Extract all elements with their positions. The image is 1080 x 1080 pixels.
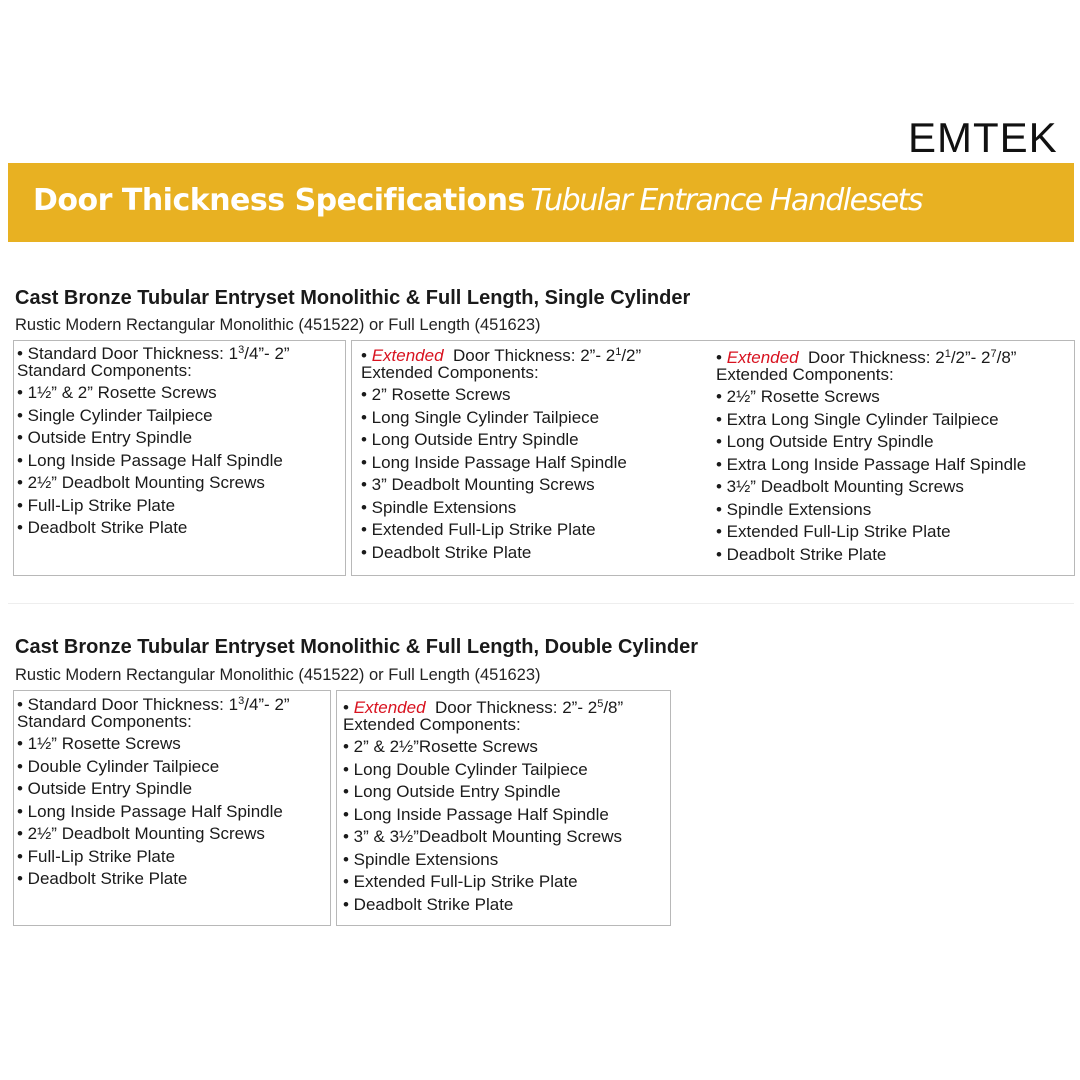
- standard-spec-column: [17, 696, 290, 891]
- list-item: • Single Cylinder Tailpiece: [17, 405, 213, 425]
- list-item: • 2½” Rosette Screws: [716, 387, 880, 406]
- list-item: • Long Outside Entry Spindle: [343, 782, 561, 801]
- section-title-single-cylinder: Cast Bronze Tubular Entryset Monolithic & Full Length, Single Cylinder: [15, 287, 691, 309]
- list-item: • Deadbolt Strike Plate: [716, 544, 887, 564]
- list-item: • Deadbolt Strike Plate: [17, 869, 188, 888]
- thickness-fraction-rest: /2”- 2: [950, 348, 991, 367]
- list-item: • Long Inside Passage Half Spindle: [17, 801, 283, 821]
- list-item: • Deadbolt Strike Plate: [17, 518, 188, 537]
- standard-thickness: [17, 696, 290, 713]
- divider: [8, 603, 1074, 604]
- components-label: Standard Components:: [17, 361, 192, 380]
- list-item: • 2½” Deadbolt Mounting Screws: [17, 473, 265, 492]
- list-item: • 3” & 3½”Deadbolt Mounting Screws: [343, 827, 623, 846]
- list-item: • Extended Full-Lip Strike Plate: [361, 520, 596, 539]
- extended-label: Extended: [726, 348, 799, 367]
- list-item: • Long Inside Passage Half Spindle: [17, 450, 283, 470]
- list-item: • Long Inside Passage Half Spindle: [361, 452, 627, 472]
- bullet: •: [716, 348, 722, 367]
- list-item: • Extended Full-Lip Strike Plate: [716, 522, 951, 541]
- thickness-label: • Standard Door Thickness: 1: [17, 344, 239, 363]
- extended-thickness: [716, 349, 1026, 366]
- bullet: •: [343, 698, 349, 717]
- list-item: • Full-Lip Strike Plate: [17, 495, 176, 515]
- list-item: • Outside Entry Spindle: [17, 779, 193, 798]
- list-item: • Long Inside Passage Half Spindle: [343, 804, 609, 824]
- list-item: • Extra Long Inside Passage Half Spindle: [716, 454, 1027, 474]
- list-item: • Extra Long Single Cylinder Tailpiece: [716, 409, 999, 429]
- list-item: • Double Cylinder Tailpiece: [17, 756, 220, 776]
- thickness-fraction-rest: /4”- 2”: [244, 695, 290, 714]
- components-label: Extended Components:: [361, 363, 539, 382]
- list-item: • 3” Deadbolt Mounting Screws: [361, 475, 595, 494]
- section-title-double-cylinder: Cast Bronze Tubular Entryset Monolithic & Full Length, Double Cylinder: [15, 636, 698, 658]
- list-item: • Full-Lip Strike Plate: [17, 846, 176, 866]
- thickness-fraction-rest: /4”- 2”: [244, 344, 290, 363]
- list-item: • 2½” Deadbolt Mounting Screws: [17, 824, 265, 843]
- components-label: Extended Components:: [716, 365, 894, 384]
- thickness-fraction-numerator: 5: [597, 698, 604, 710]
- list-item: • 2” Rosette Screws: [361, 385, 511, 404]
- list-item: • Long Outside Entry Spindle: [716, 432, 934, 451]
- thickness-fraction-rest-2: /8”: [996, 348, 1017, 367]
- list-item: • Extended Full-Lip Strike Plate: [343, 872, 578, 891]
- extended-spec-column-1: [361, 347, 641, 564]
- extended-spec-column-2: [716, 349, 1026, 566]
- components-label: Extended Components:: [343, 715, 521, 734]
- list-item: • Spindle Extensions: [361, 497, 517, 517]
- list-item: • 1½” & 2” Rosette Screws: [17, 383, 217, 402]
- list-item: • Long Single Cylinder Tailpiece: [361, 407, 600, 427]
- thickness-fraction-numerator-2: 7: [990, 348, 997, 360]
- list-item: • Deadbolt Strike Plate: [361, 542, 532, 562]
- list-item: • Spindle Extensions: [343, 849, 499, 869]
- extended-thickness: [361, 347, 641, 364]
- page-title: Door Thickness Specifications: [33, 183, 525, 218]
- thickness-fraction-rest: /8”: [603, 698, 624, 717]
- list-item: • 1½” Rosette Screws: [17, 734, 181, 753]
- extended-label: Extended: [371, 346, 444, 365]
- extended-thickness: [343, 699, 623, 716]
- thickness-label: • Standard Door Thickness: 1: [17, 695, 239, 714]
- thickness-fraction-numerator: 1: [944, 348, 951, 360]
- extended-label: Extended: [353, 698, 426, 717]
- components-label: Standard Components:: [17, 712, 192, 731]
- thickness-fraction-numerator: 3: [238, 344, 245, 356]
- list-item: • Spindle Extensions: [716, 499, 872, 519]
- list-item: • Long Outside Entry Spindle: [361, 430, 579, 449]
- bullet: •: [361, 346, 367, 365]
- thickness-fraction-rest: /2”: [621, 346, 642, 365]
- list-item: • Deadbolt Strike Plate: [343, 894, 514, 914]
- brand-logo: EMTEK: [908, 114, 1058, 161]
- extended-spec-column-1: [343, 699, 623, 916]
- section-subtitle-single-cylinder: Rustic Modern Rectangular Monolithic (451522) or Full Length (451623): [15, 316, 541, 334]
- list-item: • 3½” Deadbolt Mounting Screws: [716, 477, 964, 496]
- thickness-label: Door Thickness: 2”- 2: [452, 346, 616, 365]
- thickness-label: Door Thickness: 2: [807, 348, 945, 367]
- standard-thickness: [17, 345, 290, 362]
- thickness-label: Door Thickness: 2”- 2: [434, 698, 598, 717]
- thickness-fraction-numerator: 1: [615, 346, 622, 358]
- section-subtitle-double-cylinder: Rustic Modern Rectangular Monolithic (451522) or Full Length (451623): [15, 666, 541, 684]
- list-item: • Outside Entry Spindle: [17, 428, 193, 447]
- page-subtitle: - Tubular Entrance Handlesets: [513, 183, 923, 218]
- standard-spec-column: [17, 345, 290, 540]
- title-banner: [8, 163, 1074, 242]
- list-item: • 2” & 2½”Rosette Screws: [343, 737, 538, 756]
- thickness-fraction-numerator: 3: [238, 695, 245, 707]
- list-item: • Long Double Cylinder Tailpiece: [343, 759, 588, 779]
